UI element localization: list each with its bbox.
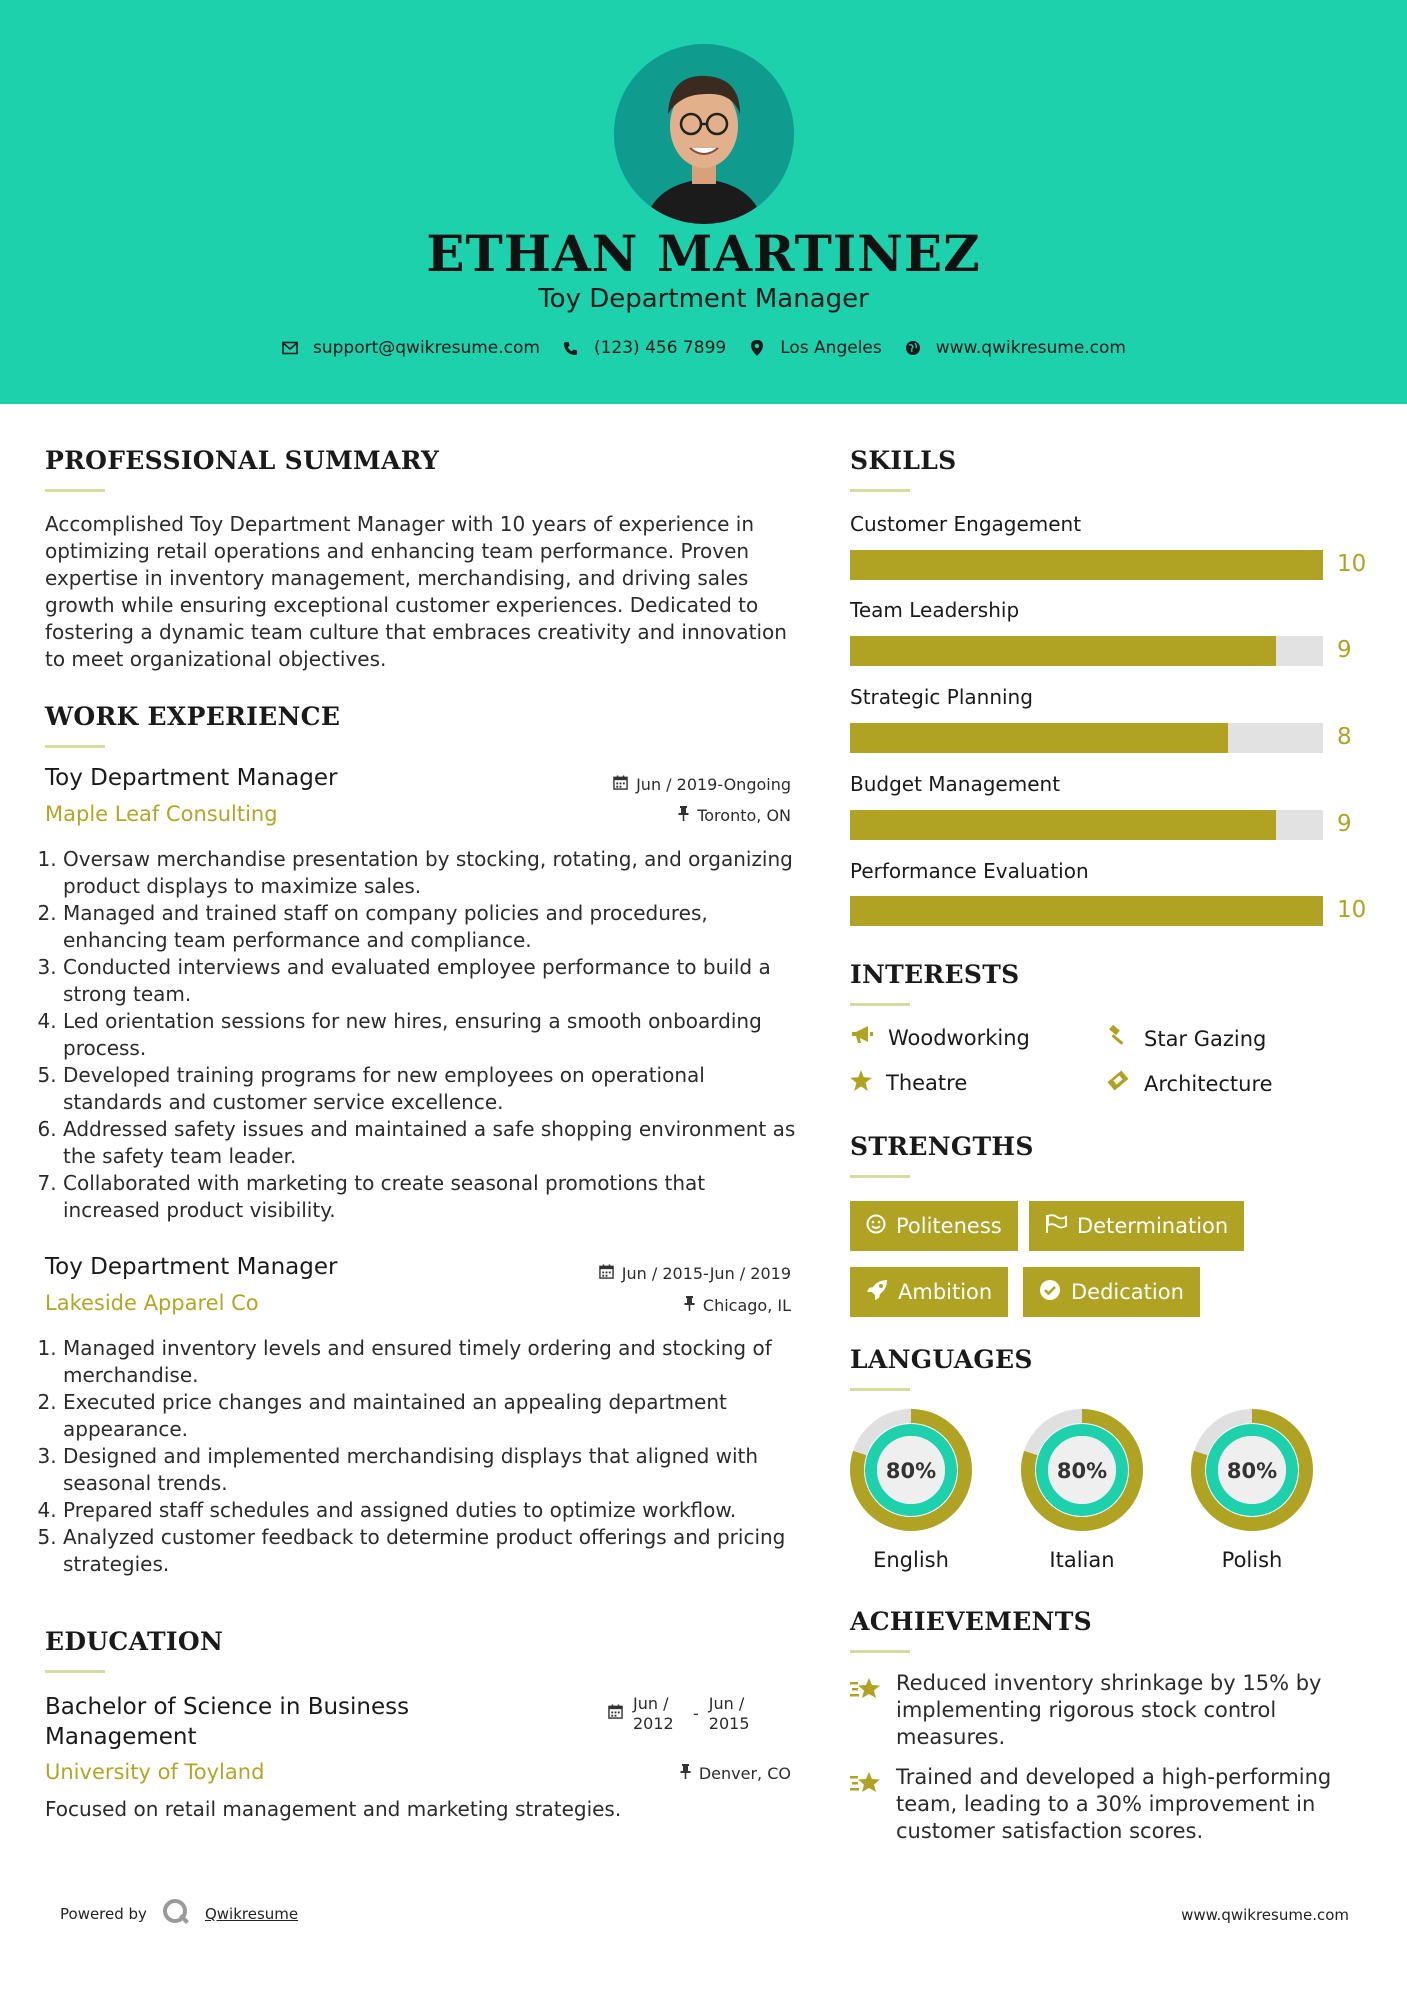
achievement-item: Trained and developed a high-performing team, leading to a 30% improvement in customer satisfaction scores. <box>850 1764 1350 1845</box>
pushpin-icon <box>678 806 689 825</box>
languages-underline <box>850 1388 910 1391</box>
location-text: Los Angeles <box>780 338 882 358</box>
strength-badge: Determination <box>1029 1201 1244 1251</box>
calendar-icon <box>608 1704 623 1734</box>
language-item <box>1020 1408 1144 1572</box>
interest-item: Theatre <box>850 1070 967 1096</box>
language-level: 80% <box>1226 1459 1278 1483</box>
list-item: 1. Managed inventory levels and ensured timely ordering and stocking of merchandise. <box>63 1335 805 1389</box>
flag-icon <box>1045 1214 1067 1239</box>
email-text: support@qwikresume.com <box>313 338 540 358</box>
shooting-star-icon <box>850 1676 882 1751</box>
strengths-underline <box>850 1175 910 1178</box>
globe-icon <box>904 339 922 357</box>
skill-bar-fill <box>850 810 1276 840</box>
job-bullets <box>45 1335 805 1578</box>
list-item: 4. Led orientation sessions for new hires, ensuring a smooth onboarding process. <box>63 1008 805 1062</box>
language-level: 80% <box>1056 1459 1108 1483</box>
contact-bar <box>0 338 1407 358</box>
job-bullets <box>45 846 805 1224</box>
company-name: Maple Leaf Consulting <box>45 802 278 826</box>
skill-bar <box>850 636 1323 666</box>
summary-underline <box>45 489 105 492</box>
skill-value: 10 <box>1337 551 1367 577</box>
contact-location <box>748 338 882 358</box>
skill-label: Budget Management <box>850 772 1061 796</box>
ticket-icon <box>1106 1070 1130 1097</box>
skill-bar <box>850 723 1323 753</box>
interest-item: Architecture <box>1106 1070 1273 1097</box>
language-item <box>849 1408 973 1572</box>
interest-item: Star Gazing <box>1106 1025 1266 1052</box>
map-pin-icon <box>748 339 766 357</box>
list-item: 5. Developed training programs for new employees on operational standards and customer service excellence. <box>63 1062 805 1116</box>
smile-icon <box>866 1214 886 1239</box>
language-level: 80% <box>885 1459 937 1483</box>
job-dates: Jun / 2019-Ongoing <box>613 775 791 794</box>
language-ring <box>1190 1408 1314 1532</box>
skill-value: 9 <box>1337 637 1352 663</box>
qwikresume-link[interactable]: Qwikresume <box>204 1905 299 1923</box>
phone-text: (123) 456 7899 <box>593 338 727 358</box>
education-underline <box>45 1670 105 1673</box>
qwikresume-logo-icon <box>161 1897 191 1931</box>
list-item: 2. Managed and trained staff on company policies and procedures, enhancing team performance and compliance. <box>63 900 805 954</box>
shooting-star-icon <box>850 1770 882 1845</box>
skill-label: Strategic Planning <box>850 685 1033 709</box>
contact-phone[interactable] <box>562 338 726 358</box>
education-dates: Jun / 2012 - Jun / 2015 <box>608 1694 759 1734</box>
pushpin-icon <box>680 1764 691 1783</box>
list-item: 4. Prepared staff schedules and assigned duties to optimize workflow. <box>63 1497 805 1524</box>
languages-heading: LANGUAGES <box>850 1345 1033 1374</box>
school-name: University of Toyland <box>45 1760 265 1784</box>
footer-powered-by <box>60 1897 298 1931</box>
language-name: Polish <box>1221 1548 1283 1572</box>
language-ring <box>1020 1408 1144 1532</box>
language-name: English <box>873 1548 949 1572</box>
work-heading: WORK EXPERIENCE <box>45 702 341 731</box>
education-description: Focused on retail management and marketing strategies. <box>45 1797 622 1821</box>
person-photo-icon <box>614 44 794 224</box>
skill-bar-fill <box>850 896 1323 926</box>
interest-item: Woodworking <box>850 1025 1030 1050</box>
skill-label: Performance Evaluation <box>850 859 1089 883</box>
achievements-heading: ACHIEVEMENTS <box>850 1607 1092 1636</box>
job-location: Toronto, ON <box>678 806 791 825</box>
list-item: 2. Executed price changes and maintained an appealing department appearance. <box>63 1389 805 1443</box>
skill-label: Customer Engagement <box>850 512 1082 536</box>
powered-by-text: Powered by <box>60 1905 147 1923</box>
calendar-icon <box>613 775 628 794</box>
job-title: Toy Department Manager <box>45 765 338 791</box>
list-item: 6. Addressed safety issues and maintained a safe shopping environment as the safety team leader. <box>63 1116 805 1170</box>
education-location: Denver, CO <box>680 1764 791 1783</box>
job-title: Toy Department Manager <box>45 1254 338 1280</box>
contact-website[interactable] <box>904 338 1126 358</box>
strength-badge: Dedication <box>1023 1267 1200 1317</box>
website-text: www.qwikresume.com <box>935 338 1126 358</box>
footer-website[interactable]: www.qwikresume.com <box>1181 1906 1349 1924</box>
skill-value: 9 <box>1337 811 1352 837</box>
star-icon <box>850 1070 872 1096</box>
skills-underline <box>850 489 910 492</box>
avatar <box>614 44 794 224</box>
skills-heading: SKILLS <box>850 446 957 475</box>
achievements-underline <box>850 1650 910 1653</box>
skill-bar <box>850 550 1323 580</box>
phone-icon <box>562 339 580 357</box>
candidate-name: ETHAN MARTINEZ <box>426 224 981 283</box>
summary-heading: PROFESSIONAL SUMMARY <box>45 446 440 475</box>
skill-bar <box>850 810 1323 840</box>
strengths-heading: STRENGTHS <box>850 1132 1034 1161</box>
check-circle-icon <box>1039 1279 1061 1306</box>
interests-underline <box>850 1003 910 1006</box>
summary-text: Accomplished Toy Department Manager with 10 years of experience in optimizing retail operations and enhancing team performance. Proven expertise in inventory management, merchandising, and driving sales growth while ensuring exceptional customer experiences. Dedicated to fostering a dynamic team culture that embraces creativity and innovation to meet organizational objectives. <box>45 512 787 671</box>
language-item <box>1190 1408 1314 1572</box>
skill-bar-fill <box>850 723 1228 753</box>
envelope-icon <box>281 339 299 357</box>
skill-label: Team Leadership <box>850 598 1020 622</box>
achievement-item: Reduced inventory shrinkage by 15% by implementing rigorous stock control measures. <box>850 1670 1350 1751</box>
skill-bar-fill <box>850 636 1276 666</box>
calendar-icon <box>599 1264 614 1283</box>
list-item: 1. Oversaw merchandise presentation by stocking, rotating, and organizing product displays to maximize sales. <box>63 846 805 900</box>
job-dates: Jun / 2015-Jun / 2019 <box>599 1264 791 1283</box>
strength-badge: Politeness <box>850 1201 1018 1251</box>
education-heading: EDUCATION <box>45 1627 224 1656</box>
list-item: 3. Conducted interviews and evaluated employee performance to build a strong team. <box>63 954 805 1008</box>
list-item: 5. Analyzed customer feedback to determine product offerings and pricing strategies. <box>63 1524 805 1578</box>
rocket-icon <box>866 1279 888 1306</box>
interests-heading: INTERESTS <box>850 960 1020 989</box>
skill-value: 10 <box>1337 897 1367 923</box>
contact-email[interactable] <box>281 338 540 358</box>
degree-title: Bachelor of Science in Business Management <box>45 1694 410 1750</box>
skill-bar <box>850 896 1323 926</box>
job-location: Chicago, IL <box>684 1296 791 1315</box>
list-item: 3. Designed and implemented merchandising displays that aligned with seasonal trends. <box>63 1443 805 1497</box>
company-name: Lakeside Apparel Co <box>45 1291 259 1315</box>
skill-bar-fill <box>850 550 1323 580</box>
gavel-icon <box>1106 1025 1130 1052</box>
language-name: Italian <box>1049 1548 1115 1572</box>
language-ring <box>849 1408 973 1532</box>
strength-badge: Ambition <box>850 1267 1008 1317</box>
candidate-role: Toy Department Manager <box>538 284 869 314</box>
skill-value: 8 <box>1337 724 1352 750</box>
list-item: 7. Collaborated with marketing to create seasonal promotions that increased product visibility. <box>63 1170 805 1224</box>
work-underline <box>45 745 105 748</box>
megaphone-icon <box>850 1025 874 1050</box>
pushpin-icon <box>684 1296 695 1315</box>
header-banner <box>0 0 1407 404</box>
